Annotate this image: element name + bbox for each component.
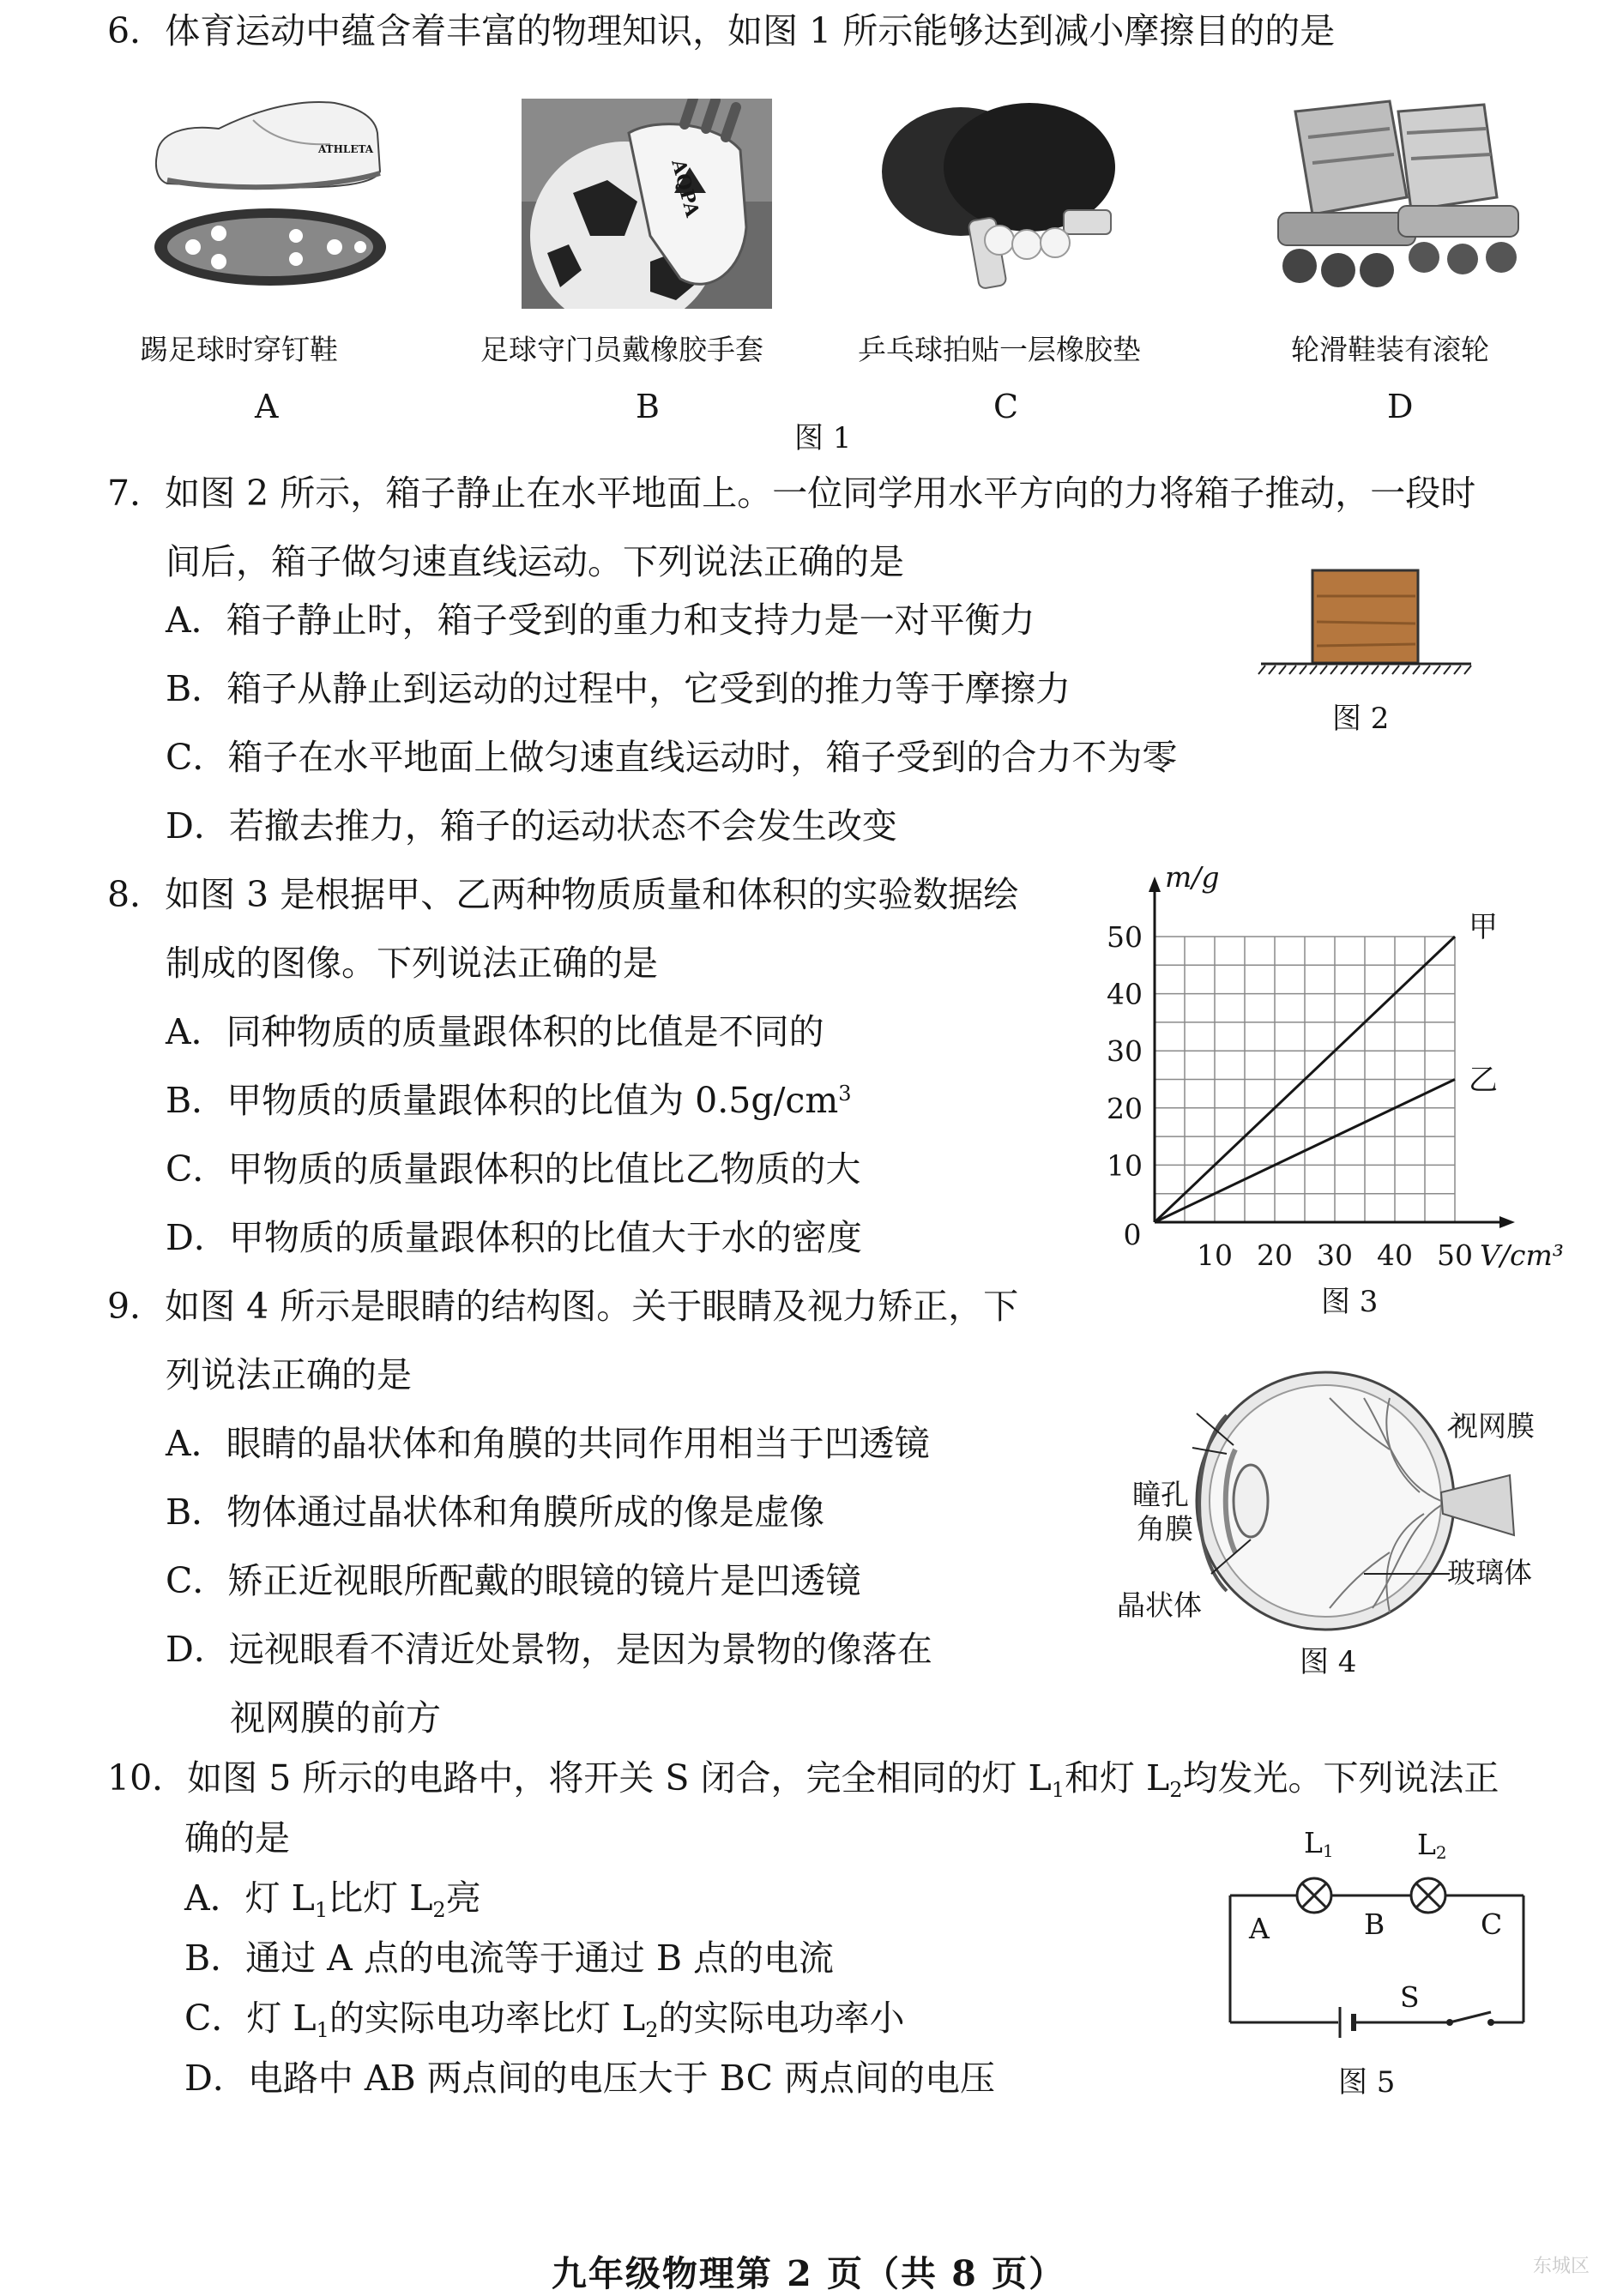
q10-stem-part3: 均发光。下列说法正: [1182, 1757, 1499, 1799]
circuit-label-a: A: [1249, 1912, 1270, 1945]
chart-y-tick-label: 40: [1107, 977, 1143, 1011]
q8-option-d: D．甲物质的质量跟体积的比值大于水的密度: [166, 1217, 862, 1258]
eye-label-vitreous: 玻璃体: [1447, 1556, 1532, 1589]
q9-option-c: C．矫正近视眼所配戴的眼镜的镜片是凹透镜: [166, 1560, 861, 1601]
q6-stem: 6．体育运动中蕴含着丰富的物理知识，如图 1 所示能够达到减小摩擦目的的是: [107, 10, 1336, 51]
q10-stem-line2: 确的是: [184, 1817, 290, 1859]
q10-a-part1: A．灯 L: [184, 1877, 315, 1919]
chart-x-tick-label: 40: [1377, 1238, 1413, 1269]
figure-1-caption: 图 1: [794, 421, 852, 455]
soccer-cleats-image: [150, 94, 390, 296]
q6-letter-c: C: [993, 388, 1019, 425]
circuit-diagram: [1218, 1818, 1536, 2041]
q7-stem-line1: 7．如图 2 所示，箱子静止在水平地面上。一位同学用水平方向的力将箱子推动，一段时: [107, 473, 1476, 514]
chart-x-axis-label: V/cm³: [1480, 1238, 1564, 1269]
q10-stem-sub2: 2: [1169, 1778, 1183, 1802]
q9-stem-line2: 列说法正确的是: [166, 1354, 412, 1395]
q9-option-b: B．物体通过晶状体和角膜所成的像是虚像: [166, 1491, 825, 1533]
glove-brand: AQPA: [667, 157, 704, 220]
chart-series-label-2: 乙: [1469, 1063, 1498, 1098]
circuit-label-l2: [1417, 1828, 1447, 1863]
mass-volume-chart: [1089, 858, 1587, 1269]
q10-stem-line1: [107, 1752, 1499, 1804]
figure-3-caption: 图 3: [1321, 1285, 1379, 1319]
chart-y-tick-label: 50: [1107, 920, 1143, 954]
eye-label-pupil: 瞳孔: [1132, 1478, 1189, 1511]
q8-option-b-sup: 3: [838, 1082, 852, 1106]
q6-letter-a: A: [255, 388, 279, 425]
roller-skates-image: [1261, 94, 1527, 300]
q6-letter-d: D: [1387, 388, 1414, 425]
chart-y-tick-label: 10: [1107, 1148, 1143, 1183]
q8-option-b-text: B．甲物质的质量跟体积的比值为 0.5g/cm: [166, 1080, 839, 1121]
figure-2-caption: 图 2: [1332, 702, 1390, 736]
q10-a-sub2: 2: [432, 1898, 446, 1922]
q6-caption-a: 踢足球时穿钉鞋: [140, 333, 338, 366]
figure-4-caption: 图 4: [1300, 1645, 1357, 1679]
eye-label-lens: 晶状体: [1117, 1588, 1202, 1622]
table-tennis-paddles-image: [879, 99, 1137, 296]
eye-label-retina: 视网膜: [1450, 1409, 1535, 1443]
q8-option-a: A．同种物质的质量跟体积的比值是不同的: [166, 1011, 824, 1052]
page-footer: 九年级物理第 2 页（共 8 页）: [551, 2253, 1066, 2294]
q10-option-d: D．电路中 AB 两点间的电压大于 BC 两点间的电压: [184, 2058, 995, 2099]
chart-y-tick-label: 30: [1107, 1034, 1143, 1069]
chart-x-tick-label: 10: [1197, 1238, 1233, 1269]
circuit-l1-letter: L: [1304, 1826, 1323, 1859]
eye-label-cornea: 角膜: [1137, 1512, 1193, 1546]
q10-stem-part2: 和灯 L: [1065, 1757, 1170, 1799]
q7-option-a: A．箱子静止时，箱子受到的重力和支持力是一对平衡力: [166, 600, 1035, 641]
watermark-logo: 东城区: [1532, 2256, 1590, 2277]
chart-x-tick-label: 30: [1317, 1238, 1353, 1269]
q10-a-part2: 比灯 L: [328, 1877, 433, 1919]
box-on-ground-diagram: [1257, 562, 1475, 682]
circuit-label-c: C: [1481, 1907, 1503, 1941]
q8-stem-line1: 8．如图 3 是根据甲、乙两种物质质量和体积的实验数据绘: [107, 874, 1019, 915]
q7-stem-line2: 间后，箱子做匀速直线运动。下列说法正确的是: [166, 541, 904, 582]
q10-a-sub1: 1: [314, 1898, 329, 1922]
q10-a-part3: 亮: [445, 1877, 481, 1919]
q6-letter-b: B: [636, 388, 660, 425]
chart-y-axis-label: m/g: [1165, 860, 1220, 894]
q10-c-sub2: 2: [645, 2018, 659, 2042]
chart-y-arrow: [1149, 877, 1161, 892]
q9-stem-line1: 9．如图 4 所示是眼睛的结构图。关于眼睛及视力矫正，下: [107, 1286, 1019, 1327]
chart-x-arrow: [1499, 1216, 1515, 1228]
q10-c-part1: C．灯 L: [184, 1998, 317, 2039]
circuit-l2-sub: 2: [1435, 1842, 1447, 1863]
circuit-label-l1: [1304, 1826, 1334, 1861]
q7-option-b: B．箱子从静止到运动的过程中，它受到的推力等于摩擦力: [166, 668, 1071, 709]
q10-option-c: [184, 1992, 904, 2044]
chart-origin-label: 0: [1123, 1218, 1142, 1251]
chart-x-tick-label: 20: [1257, 1238, 1293, 1269]
q7-option-d: D．若撤去推力，箱子的运动状态不会发生改变: [166, 805, 897, 847]
circuit-label-b: B: [1364, 1907, 1385, 1941]
q10-c-sub1: 1: [316, 2018, 329, 2042]
figure-5-caption: 图 5: [1338, 2065, 1396, 2100]
q8-option-b: [166, 1075, 852, 1126]
chart-series-label-1: 甲: [1469, 910, 1498, 944]
q6-caption-c: 乒乓球拍贴一层橡胶垫: [858, 333, 1141, 366]
chart-y-tick-label: 20: [1107, 1091, 1143, 1125]
q10-c-part2: 的实际电功率比灯 L: [329, 1998, 646, 2039]
circuit-label-s: S: [1400, 1980, 1420, 2014]
q9-option-d-line1: D．远视眼看不清近处景物，是因为景物的像落在: [166, 1629, 932, 1670]
q10-stem-sub1: 1: [1051, 1778, 1065, 1802]
circuit-l2-letter: L: [1417, 1828, 1436, 1861]
goalkeeper-glove-image: [522, 99, 772, 309]
q10-option-a: [184, 1872, 481, 1924]
q8-stem-line2: 制成的图像。下列说法正确的是: [166, 943, 658, 984]
chart-x-tick-label: 50: [1437, 1238, 1473, 1269]
shoe-brand: ATHLETA: [318, 143, 374, 155]
circuit-l1-sub: 1: [1322, 1841, 1334, 1861]
q9-option-d-line2: 视网膜的前方: [230, 1697, 441, 1739]
q10-c-part3: 的实际电功率小: [658, 1998, 905, 2039]
q6-caption-b: 足球守门员戴橡胶手套: [480, 333, 763, 366]
q10-option-b: B．通过 A 点的电流等于通过 B 点的电流: [184, 1937, 834, 1979]
q7-option-c: C．箱子在水平地面上做匀速直线运动时，箱子受到的合力不为零: [166, 737, 1178, 778]
q9-option-a: A．眼睛的晶状体和角膜的共同作用相当于凹透镜: [166, 1423, 930, 1464]
q8-option-c: C．甲物质的质量跟体积的比值比乙物质的大: [166, 1148, 861, 1190]
q6-caption-d: 轮滑鞋装有滚轮: [1291, 333, 1489, 366]
q10-stem-part1: 10．如图 5 所示的电路中，将开关 S 闭合，完全相同的灯 L: [107, 1757, 1052, 1799]
